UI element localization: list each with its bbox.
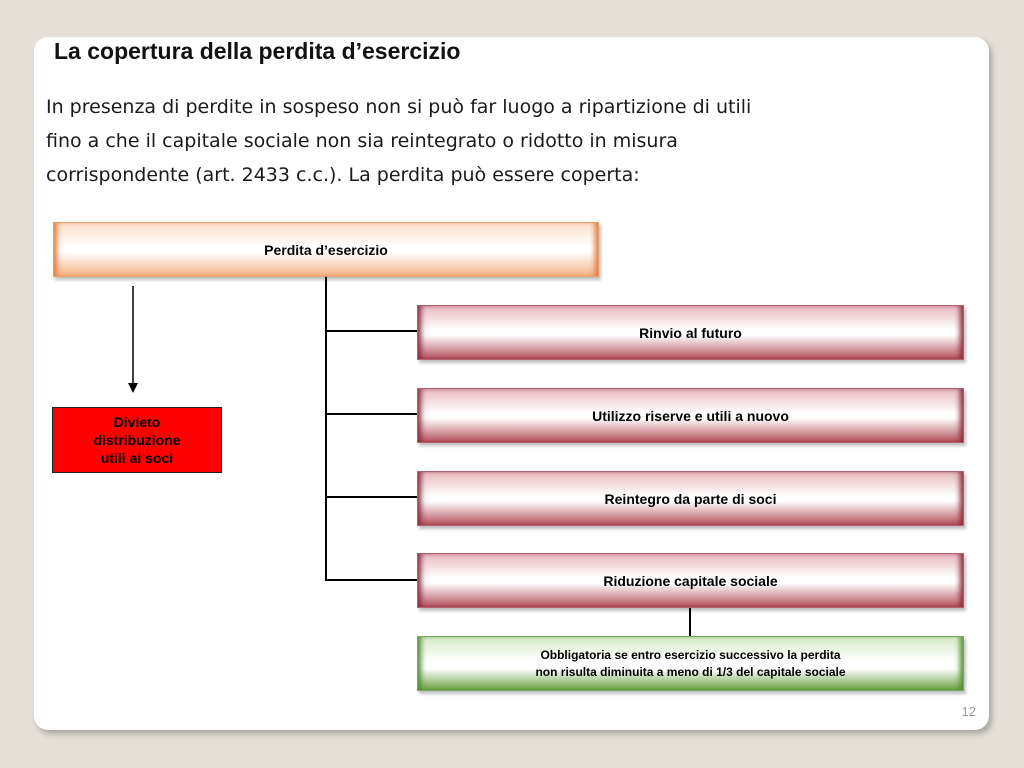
note-line: non risulta diminuita a meno di 1/3 del capitale sociale <box>535 664 846 679</box>
option-label: Reintegro da parte di soci <box>604 490 777 507</box>
connector-branch-2 <box>325 413 419 415</box>
option-node-reintegro <box>417 471 964 526</box>
connector-trunk <box>325 277 327 581</box>
down-arrow-icon <box>125 286 141 394</box>
option-label: Rinvio al futuro <box>639 324 742 341</box>
page-number: 12 <box>961 704 976 719</box>
option-label: Utilizzo riserve e utili a nuovo <box>592 407 789 424</box>
connector-branch-4 <box>325 579 419 581</box>
divieto-line: distribuzione <box>93 432 181 448</box>
connector-branch-3 <box>325 496 419 498</box>
divieto-line: utili ai soci <box>100 450 174 466</box>
option-node-riduzione <box>417 553 964 608</box>
option-node-riserve <box>417 388 964 443</box>
divieto-box <box>52 407 222 473</box>
connector-note <box>689 607 691 636</box>
connector-branch-1 <box>325 330 419 332</box>
option-node-rinvio <box>417 305 964 360</box>
root-node-label: Perdita d’esercizio <box>264 241 388 258</box>
root-node-perdita <box>53 222 599 277</box>
note-line: Obbligatoria se entro esercizio successivo la perdita <box>540 647 841 662</box>
divieto-line: Divieto <box>113 414 161 430</box>
intro-line: fino a che il capitale sociale non sia reintegrato o ridotto in misura <box>46 130 678 152</box>
intro-line: In presenza di perdite in sospeso non si può far luogo a ripartizione di utili <box>46 96 752 118</box>
note-node-obbligatoria <box>417 636 964 691</box>
option-label: Riduzione capitale sociale <box>603 572 778 589</box>
intro-line: corrispondente (art. 2433 c.c.). La perdita può essere coperta: <box>46 164 640 186</box>
slide-title: La copertura della perdita d’esercizio <box>54 38 461 64</box>
intro-paragraph <box>46 90 946 192</box>
